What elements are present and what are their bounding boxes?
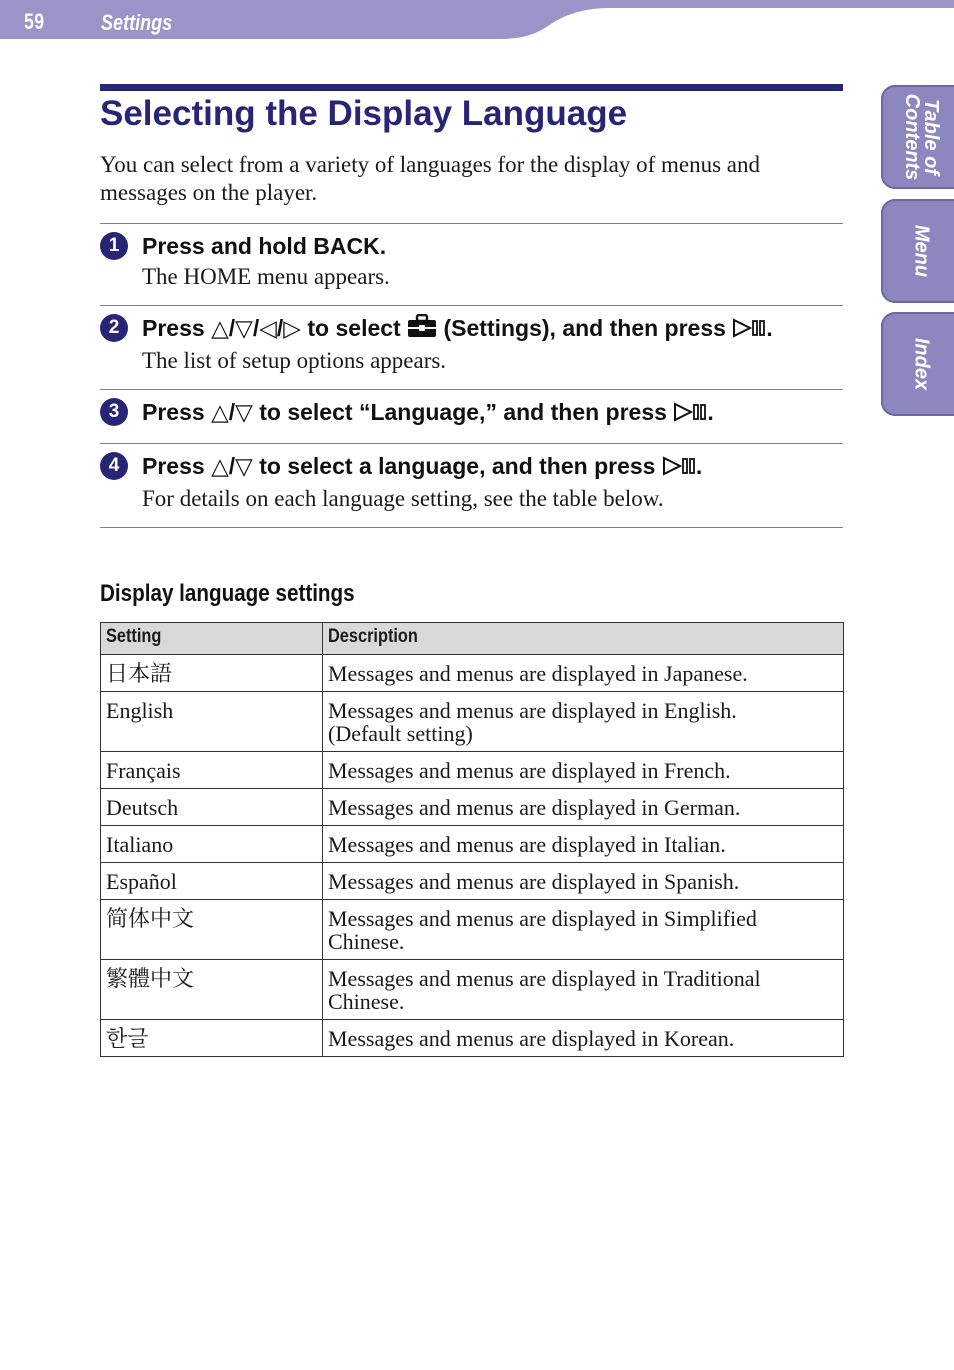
language-setting-cell: 简体中文: [101, 900, 323, 960]
table-row: [101, 789, 844, 826]
table-row: [101, 826, 844, 863]
language-description-cell: Messages and menus are displayed in French.: [323, 752, 844, 789]
step-heading: [142, 314, 843, 345]
direction-keys-icon: △/▽/◁/▷: [211, 315, 301, 341]
page-number: 59: [24, 9, 45, 34]
step-body: For details on each language setting, see the table below.: [142, 486, 664, 511]
play-pause-icon: [673, 400, 707, 429]
table-row: [101, 960, 844, 1020]
language-description-cell: Messages and menus are displayed in Traditional Chinese.: [323, 960, 844, 1020]
language-description-cell: Messages and menus are displayed in Japanese.: [323, 655, 844, 692]
language-setting-cell: 한글: [101, 1020, 323, 1057]
page-title: Selecting the Display Language: [100, 94, 628, 133]
section-name: Settings: [101, 10, 173, 35]
language-setting-cell: 繁體中文: [101, 960, 323, 1020]
step-number-badge: 1: [100, 232, 128, 260]
table-heading: Display language settings: [100, 580, 355, 607]
language-setting-cell: Deutsch: [101, 789, 323, 826]
language-table: [100, 622, 844, 1057]
main-content: [100, 84, 843, 1057]
heading-period: .: [707, 399, 714, 425]
step-heading-text: to select a language, and then press: [259, 453, 656, 479]
step-heading-text: to select: [307, 315, 401, 341]
column-header-setting: Setting: [101, 623, 323, 655]
step-heading-text: to select “Language,” and then press: [259, 399, 667, 425]
step-number-badge: 4: [100, 452, 128, 480]
intro-text: You can select from a variety of languages for the display of menus and messages on the player.: [100, 152, 761, 205]
up-down-keys-icon: △/▽: [211, 453, 253, 479]
step-3: [100, 390, 843, 444]
table-row: [101, 752, 844, 789]
language-setting-cell: 日本語: [101, 655, 323, 692]
column-header-description: Description: [323, 623, 844, 655]
play-pause-icon: [732, 316, 766, 345]
step-number-badge: 3: [100, 398, 128, 426]
step-2: [100, 306, 843, 390]
language-description-cell: Messages and menus are displayed in English. (Default setting): [323, 692, 844, 752]
step-heading: [142, 232, 843, 261]
table-body: [101, 655, 844, 1057]
language-description-cell: Messages and menus are displayed in Spanish.: [323, 863, 844, 900]
tab-table-of-contents[interactable]: [881, 85, 954, 189]
language-description-cell: Messages and menus are displayed in Italian.: [323, 826, 844, 863]
language-description-cell: Messages and menus are displayed in German.: [323, 789, 844, 826]
step-1: [100, 224, 843, 306]
language-setting-cell: Español: [101, 863, 323, 900]
tab-index-label: Index: [910, 337, 933, 391]
header-band: [0, 0, 954, 40]
tab-menu[interactable]: [881, 199, 954, 303]
language-setting-cell: Français: [101, 752, 323, 789]
step-body: The HOME menu appears.: [142, 264, 390, 289]
table-row: [101, 692, 844, 752]
heading-period: .: [695, 453, 703, 479]
step-heading: [142, 452, 843, 483]
table-row: [101, 900, 844, 960]
language-setting-cell: English: [101, 692, 323, 752]
table-header-row: [101, 623, 844, 655]
title-rule: [100, 84, 843, 91]
tab-menu-label: Menu: [910, 224, 933, 278]
step-heading-text: (Settings), and then press: [443, 315, 726, 341]
step-body: The list of setup options appears.: [142, 348, 447, 373]
table-row: [101, 655, 844, 692]
step-4: [100, 444, 843, 528]
steps-list: [100, 223, 843, 528]
table-row: [101, 1020, 844, 1057]
heading-period: .: [766, 315, 773, 341]
step-heading-text: Press: [142, 399, 205, 425]
step-number-badge: 2: [100, 314, 128, 342]
language-setting-cell: Italiano: [101, 826, 323, 863]
up-down-keys-icon: △/▽: [211, 399, 253, 425]
toolbox-icon: [407, 314, 437, 345]
tab-table-of-contents-label: Table of Contents: [901, 93, 942, 181]
step-heading: [142, 398, 843, 429]
language-description-cell: Messages and menus are displayed in Korean.: [323, 1020, 844, 1057]
step-heading-text: Press: [142, 453, 205, 479]
step-heading-text: Press: [142, 315, 205, 341]
table-row: [101, 863, 844, 900]
play-pause-icon: [662, 454, 696, 483]
tab-index[interactable]: [881, 312, 954, 416]
language-description-cell: Messages and menus are displayed in Simplified Chinese.: [323, 900, 844, 960]
step-heading-text: Press and hold BACK.: [142, 233, 387, 259]
